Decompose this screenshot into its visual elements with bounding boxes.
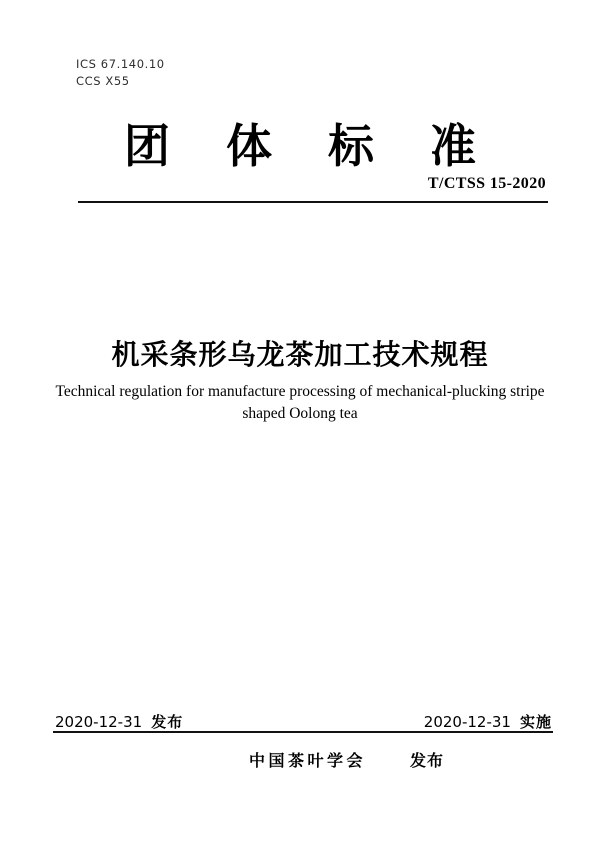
implementation-date: 2020-12-31 bbox=[423, 713, 511, 731]
header-rule bbox=[78, 201, 548, 203]
ccs-code: CCS X55 bbox=[76, 73, 130, 88]
implementation-date-group bbox=[424, 711, 552, 732]
issue-date-group bbox=[55, 711, 183, 732]
standard-type-heading: 团体标准 bbox=[124, 120, 532, 172]
implementation-label: 实施 bbox=[519, 713, 552, 731]
publish-action-label: 发布 bbox=[410, 753, 445, 770]
footer-rule bbox=[53, 731, 553, 733]
document-title-en bbox=[0, 381, 600, 425]
document-title-en-line1: Technical regulation for manufacture processing of mechanical-plucking stripe bbox=[55, 383, 545, 400]
issue-label: 发布 bbox=[151, 713, 184, 731]
publisher-name: 中国茶叶学会 bbox=[249, 753, 367, 770]
date-row bbox=[55, 711, 552, 732]
classification-codes bbox=[76, 56, 165, 89]
document-title-zh: 机采条形乌龙茶加工技术规程 bbox=[111, 339, 489, 370]
standard-number: T/CTSS 15-2020 bbox=[427, 175, 546, 192]
ics-code: ICS 67.140.10 bbox=[76, 57, 165, 71]
document-title-en-line2: shaped Oolong tea bbox=[242, 405, 358, 422]
issue-date: 2020-12-31 bbox=[55, 713, 143, 731]
